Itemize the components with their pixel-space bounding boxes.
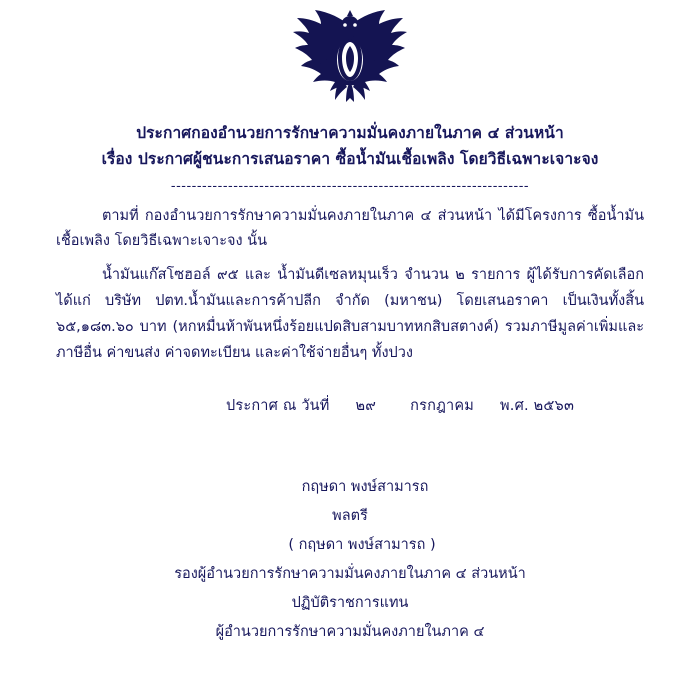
document-body [56, 204, 644, 367]
date-month: กรกฎาคม [410, 398, 475, 415]
emblem-container [56, 0, 644, 108]
signer-position-line-1: รองผู้อำนวยการรักษาความมั่นคงภายในภาค ๔ ส่วนหน้า [174, 566, 526, 583]
signer-name-parenthetical: ( กฤษดา พงษ์สามารถ ) [288, 537, 436, 554]
date-year: พ.ศ. ๒๕๖๓ [500, 398, 575, 415]
date-prefix: ประกาศ ณ วันที่ [225, 398, 330, 415]
title-line-2: เรื่อง ประกาศผู้ชนะการเสนอราคา ซื้อน้ำมันเชื้อเพลิง โดยวิธีเฉพาะเจาะจง [101, 150, 599, 169]
announcement-date [56, 394, 644, 417]
signature-block [56, 473, 644, 647]
signer-position-line-2: ปฏิบัติราชการแทน [291, 595, 409, 612]
date-day: ๒๙ [355, 398, 377, 415]
title-line-1: ประกาศกองอำนวยการรักษาความมั่นคงภายในภาค ๔ ส่วนหน้า [136, 124, 564, 142]
signed-name: กฤษดา พงษ์สามารถ [301, 479, 429, 496]
garuda-emblem-icon [291, 8, 409, 104]
document-title-block [56, 120, 644, 173]
signer-position-line-3: ผู้อำนวยการรักษาความมั่นคงภายในภาค ๔ [215, 624, 485, 641]
signer-rank: พลตรี [332, 508, 368, 525]
paragraph-1: ตามที่ กองอำนวยการรักษาความมั่นคงภายในภาค ๔ ส่วนหน้า ได้มีโครงการ ซื้อน้ำมันเชื้อเพลิง โดยวิธีเฉพาะเจาะจง นั้น [56, 207, 644, 250]
divider: --------------------------------------------------------------------- [170, 178, 530, 194]
paragraph-2: น้ำมันแก๊สโซฮอล์ ๙๕ และ น้ำมันดีเซลหมุนเร็ว จำนวน ๒ รายการ ผู้ได้รับการคัดเลือก ได้แก่ บริษัท ปตท.น้ำมันและการค้าปลีก จำกัด (มหาชน) โดยเสนอราคา เป็นเงินทั้งสิ้น ๖๕,๑๘๓.๖๐ บาท (หกหมื่นห้าพันหนึ่งร้อยแปดสิบสามบาทหกสิบสตางค์) รวมภาษีมูลค่าเพิ่มและภาษีอื่น ค่าขนส่ง ค่าจดทะเบียน และค่าใช้จ่ายอื่นๆ ทั้งปวง [56, 267, 644, 361]
